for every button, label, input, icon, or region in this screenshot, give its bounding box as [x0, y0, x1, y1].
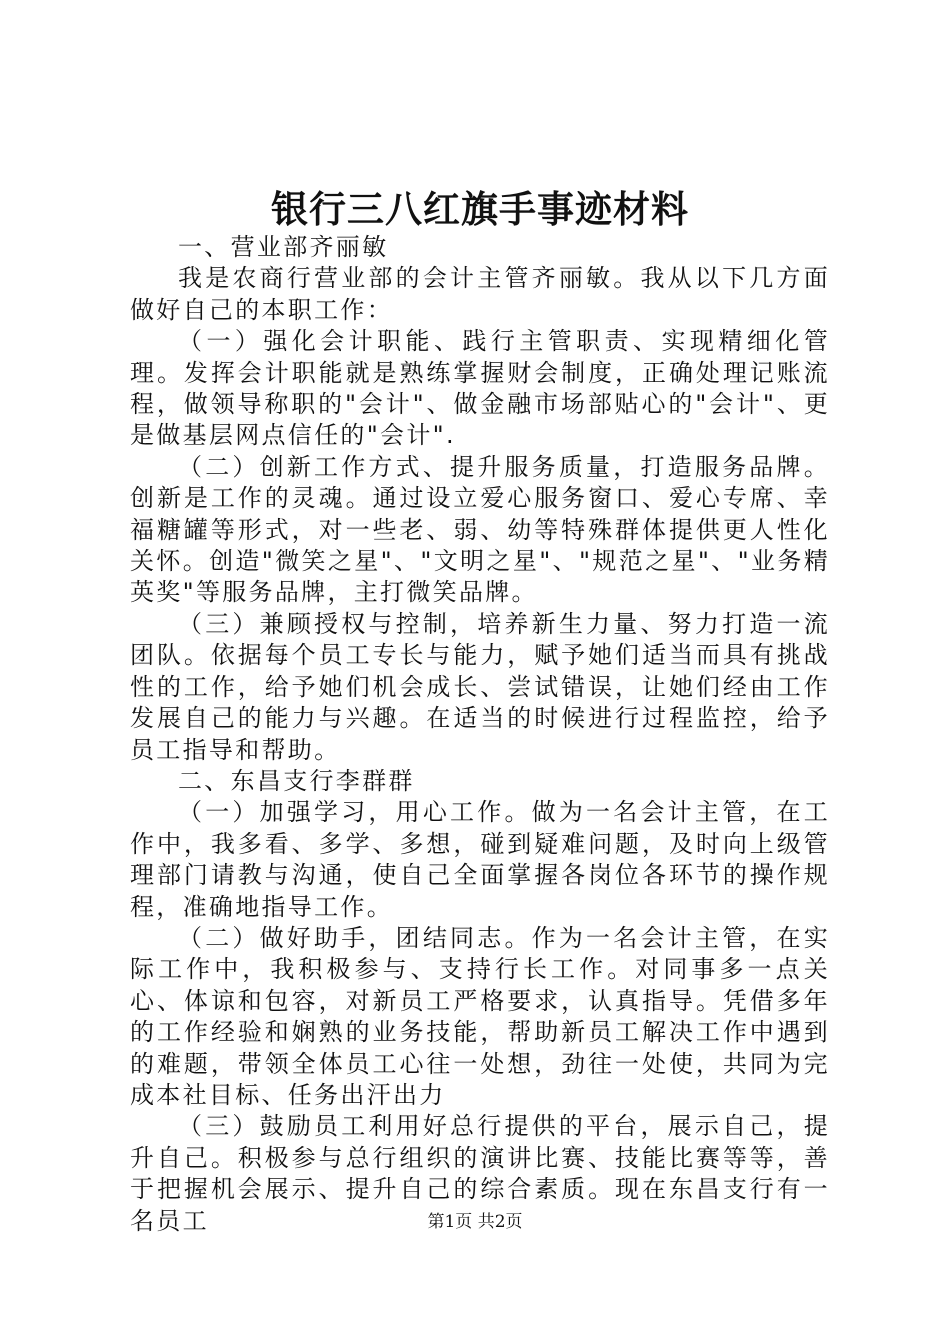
paragraph-2-1: （一）加强学习，用心工作。做为一名会计主管，在工作中，我多看、多学、多想，碰到疑难问题，及时向上级管理部门请教与沟通，使自己全面掌握各岗位各环节的操作规程，准确地指导工作。 [130, 798, 830, 921]
paragraph-2-3: （三）鼓励员工利用好总行提供的平台，展示自己，提升自己。积极参与总行组织的演讲比赛、技能比赛等等，善于把握机会展示、提升自己的综合素质。现在东昌支行有一名员工 [130, 1112, 830, 1235]
section-heading-2: 二、东昌支行李群群 [178, 766, 415, 795]
paragraph-2-2: （二）做好助手，团结同志。作为一名会计主管，在实际工作中，我积极参与、支持行长工作。对同事多一点关心、体谅和包容，对新员工严格要求，认真指导。凭借多年的工作经验和娴熟的业务技能，帮助新员工解决工作中遇到的难题，带领全体员工心往一处想，劲往一处使，共同为完成本社目标、任务出汗出力 [130, 923, 830, 1109]
document-title: 银行三八红旗手事迹材料 [271, 187, 689, 231]
paragraph-1-3: （三）兼顾授权与控制，培养新生力量、努力打造一流团队。依据每个员工专长与能力，赋予她们适当而具有挑战性的工作，给予她们机会成长、尝试错误，让她们经由工作发展自己的能力与兴趣。在适当的时候进行过程监控，给予员工指导和帮助。 [130, 609, 830, 764]
paragraph-1-2: （二）创新工作方式、提升服务质量，打造服务品牌。创新是工作的灵魂。通过设立爱心服务窗口、爱心专席、幸福糖罐等形式，对一些老、弱、幼等特殊群体提供更人性化关怀。创造"微笑之星"、"文明之星"、"规范之星"、"业务精英奖"等服务品牌，主打微笑品牌。 [130, 452, 830, 607]
page-footer: 第1页 共2页 [427, 1212, 523, 1232]
paragraph-intro: 我是农商行营业部的会计主管齐丽敏。我从以下几方面做好自己的本职工作： [130, 264, 830, 324]
paragraph-1-1: （一）强化会计职能、践行主管职责、实现精细化管理。发挥会计职能就是熟练掌握财会制度，正确处理记账流程，做领导称职的"会计"、做金融市场部贴心的"会计"、更是做基层网点信任的"会计". [130, 327, 830, 450]
section-heading-1: 一、营业部齐丽敏 [178, 233, 389, 261]
document-body [130, 232, 830, 1237]
